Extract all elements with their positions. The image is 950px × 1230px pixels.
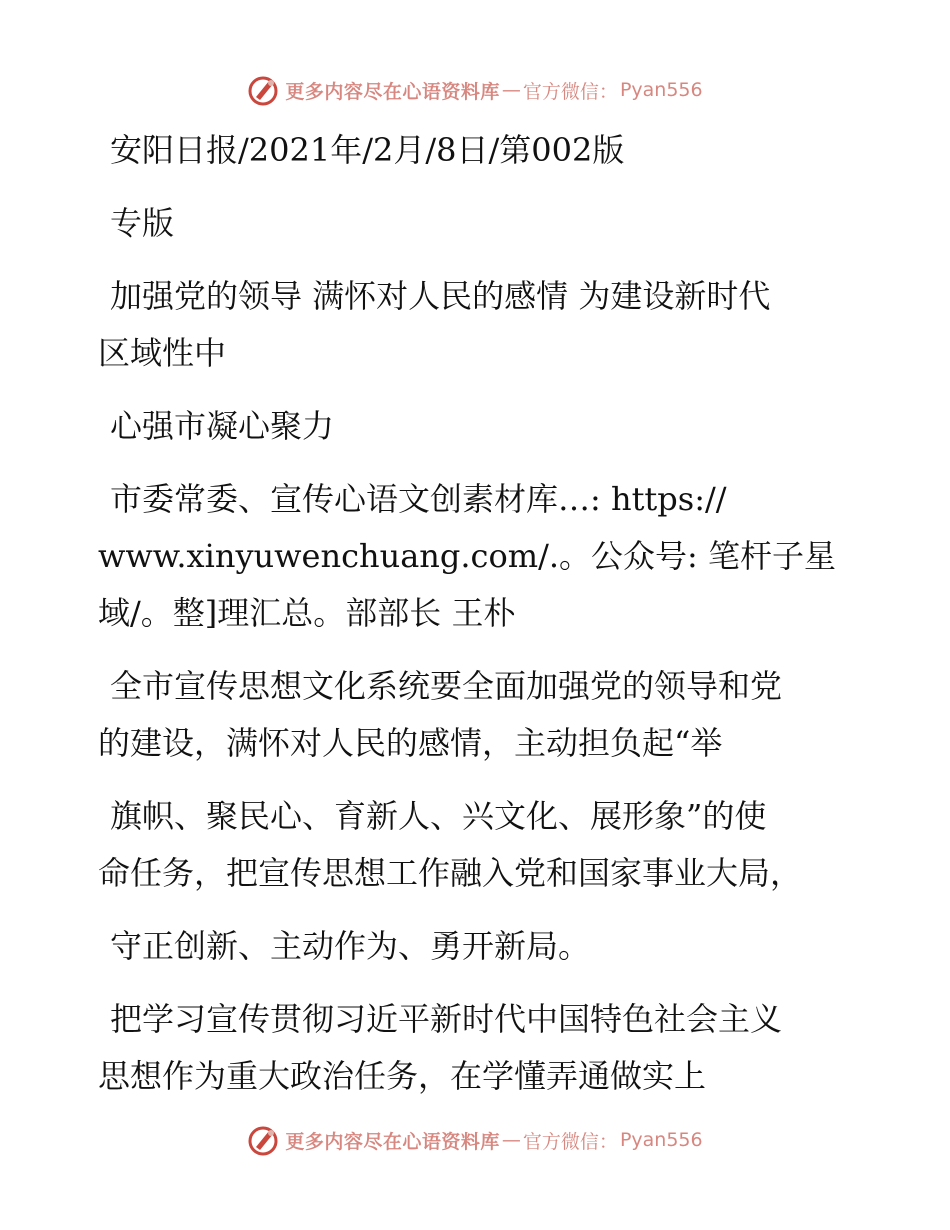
paragraph-line: 守正创新、主动作为、勇开新局。 <box>110 927 591 965</box>
footer-banner <box>0 1120 950 1160</box>
paragraph-2 <box>98 788 838 902</box>
source-line: 安阳日报/2021年/2月/8日/第002版 <box>110 131 625 169</box>
paragraph-line: 全市宣传思想文化系统要全面加强党的领导和党 <box>110 667 783 705</box>
pen-logo-icon <box>247 73 281 107</box>
banner-title: 更多内容尽在心语资料库 <box>285 80 500 103</box>
article-section <box>98 195 838 252</box>
paragraph-4 <box>98 991 838 1105</box>
pen-logo-icon <box>247 1123 281 1157</box>
banner-title: 更多内容尽在心语资料库 <box>285 1130 500 1153</box>
headline-line: 心强市凝心聚力 <box>110 407 335 445</box>
byline-line: 域/。整]理汇总。部部长 王朴 <box>98 594 516 632</box>
banner-wechat-id: Pyan556 <box>619 79 703 101</box>
banner-wechat-label: 官方微信： <box>522 1130 618 1153</box>
banner-dash: — <box>501 79 521 101</box>
byline-line: 市委常委、宣传心语文创素材库…: https:// <box>110 480 727 518</box>
banner-wechat-label: 官方微信： <box>522 80 618 103</box>
article-headline-cont <box>98 398 838 455</box>
banner-dash: — <box>501 1129 521 1151</box>
byline-line: www.xinyuwenchuang.com/.。公众号: 笔杆子星 <box>98 537 836 575</box>
paragraph-line: 旗帜、聚民心、育新人、兴文化、展形象”的使 <box>110 797 767 835</box>
headline-line: 加强党的领导 满怀对人民的感情 为建设新时代 <box>110 277 771 315</box>
header-banner <box>0 70 950 110</box>
paragraph-line: 的建设，满怀对人民的感情，主动担负起“举 <box>98 724 723 762</box>
banner-wechat-id: Pyan556 <box>619 1129 703 1151</box>
section-label: 专版 <box>110 204 175 242</box>
headline-line: 区域性中 <box>98 334 227 372</box>
article-body <box>98 122 838 1105</box>
paragraph-line: 命任务，把宣传思想工作融入党和国家事业大局， <box>98 854 803 892</box>
paragraph-line: 思想作为重大政治任务，在学懂弄通做实上 <box>98 1057 707 1095</box>
article-byline <box>98 471 838 642</box>
paragraph-3 <box>98 918 838 975</box>
paragraph-line: 把学习宣传贯彻习近平新时代中国特色社会主义 <box>110 1000 783 1038</box>
article-source <box>98 122 838 179</box>
article-headline <box>98 268 838 382</box>
paragraph-1 <box>98 658 838 772</box>
